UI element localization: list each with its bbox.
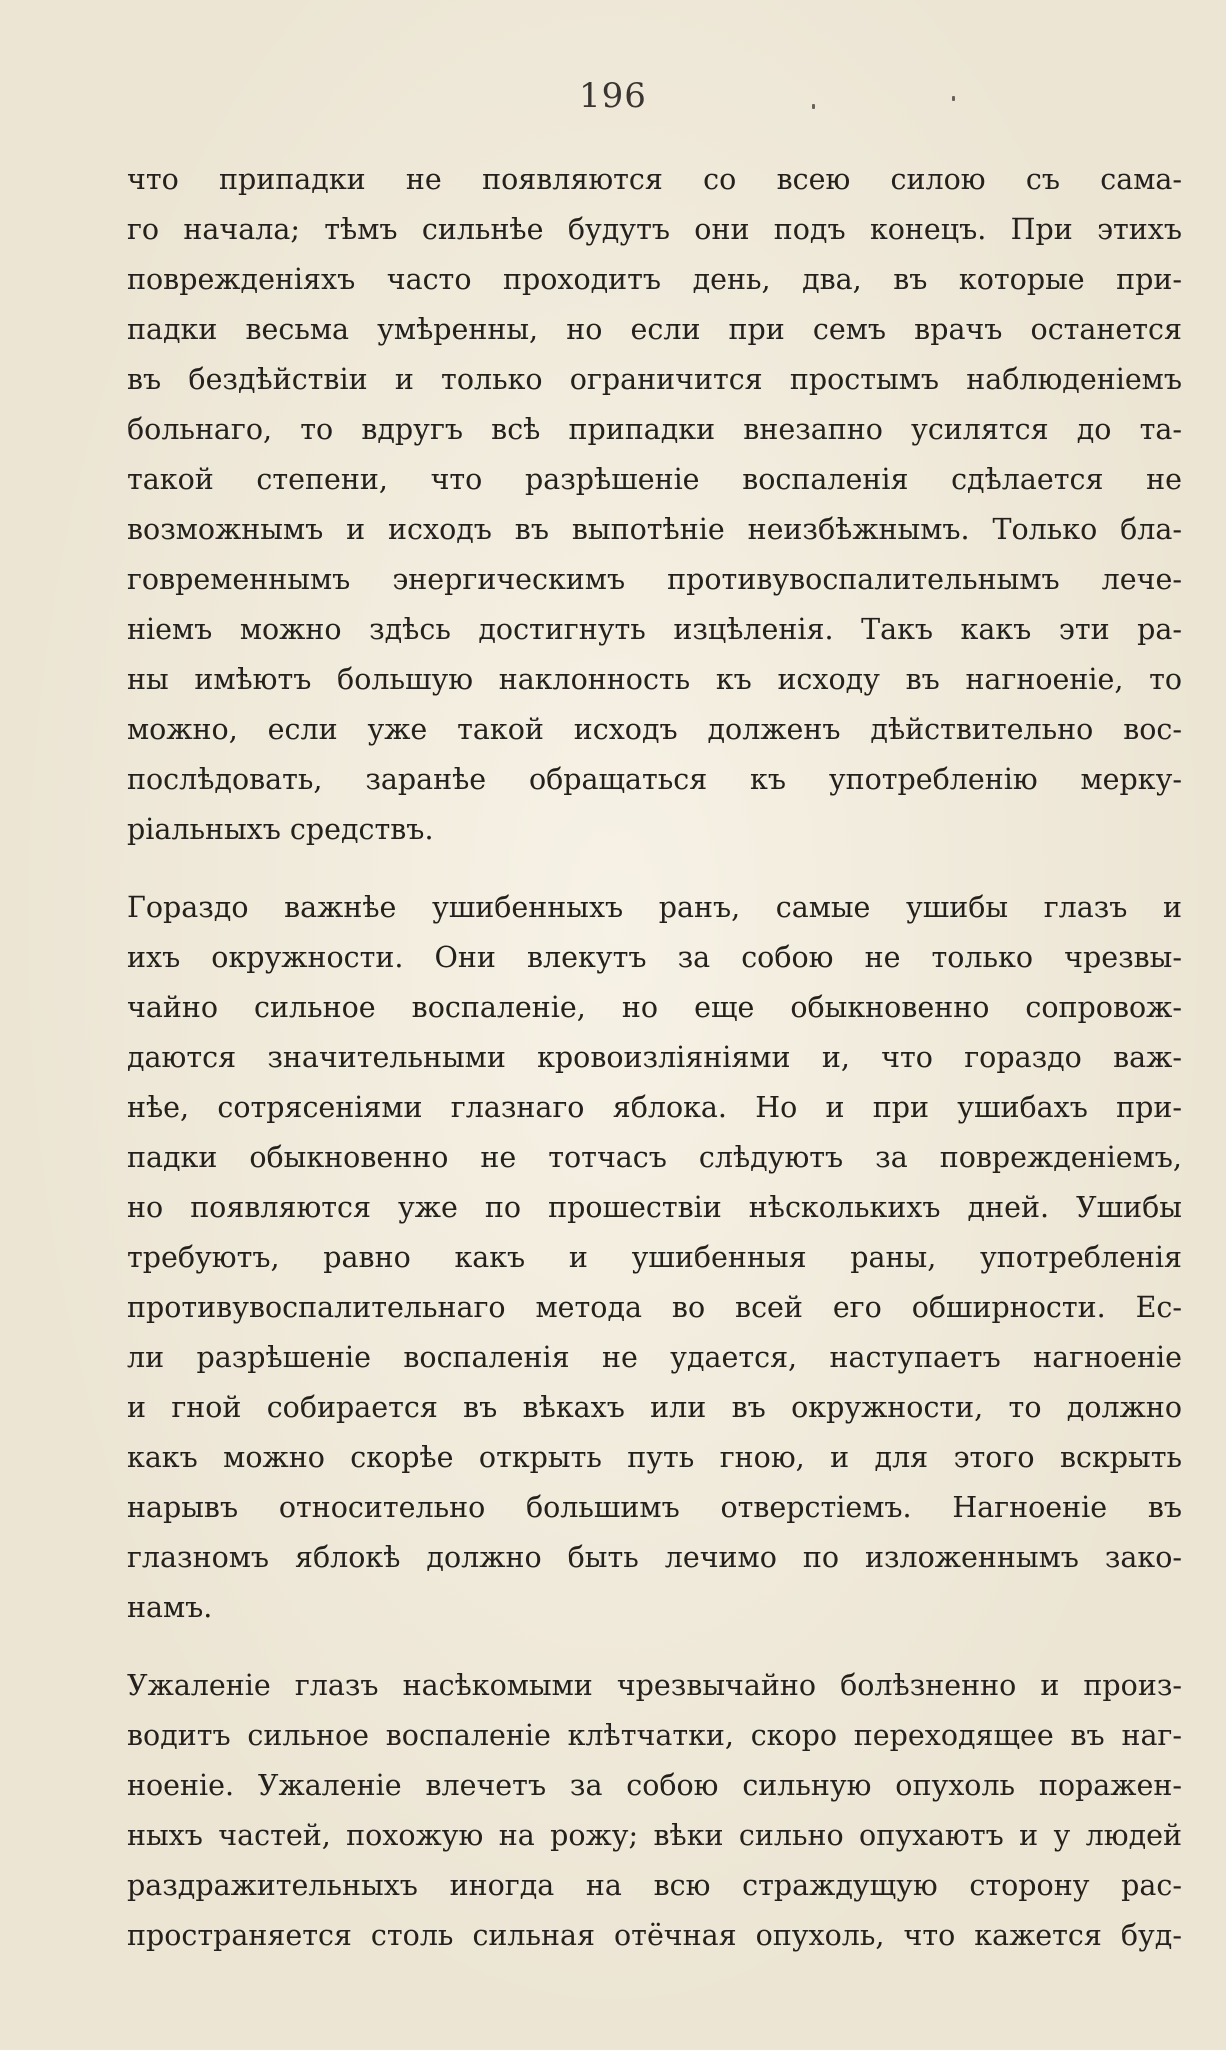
text-line: ріальныхъ средствъ. bbox=[127, 813, 434, 846]
text-line: требуютъ, равно какъ и ушибенныя раны, употребленія bbox=[127, 1241, 1182, 1274]
paragraph-gap bbox=[127, 1633, 1182, 1661]
text-line: го начала; тѣмъ сильнѣе будутъ они подъ конецъ. При этихъ bbox=[127, 213, 1182, 246]
text-line: падки весьма умѣренны, но если при семъ врачъ останется bbox=[127, 313, 1182, 346]
text-line: Гораздо важнѣе ушибенныхъ ранъ, самые ушибы глазъ и bbox=[127, 891, 1182, 924]
text-line: раздражительныхъ иногда на всю страждущую сторону рас- bbox=[127, 1869, 1182, 1902]
print-speck bbox=[812, 104, 815, 109]
text-line: ніемъ можно здѣсь достигнуть изцѣленія. Такъ какъ эти ра- bbox=[127, 613, 1182, 646]
text-line: какъ можно скорѣе открыть путь гною, и для этого вскрыть bbox=[127, 1441, 1182, 1474]
text-line: въ бездѣйствіи и только ограничится простымъ наблюденіемъ bbox=[127, 363, 1182, 396]
text-line: даются значительными кровоизліяніями и, что гораздо важ- bbox=[127, 1041, 1182, 1074]
text-line: послѣдовать, заранѣе обращаться къ употребленію мерку- bbox=[127, 763, 1182, 796]
text-line: нарывъ относительно большимъ отверстіемъ. Нагноеніе въ bbox=[127, 1491, 1182, 1524]
text-line: говременнымъ энергическимъ противувоспалительнымъ лече- bbox=[127, 563, 1182, 596]
text-line: падки обыкновенно не тотчасъ слѣдуютъ за поврежденіемъ, bbox=[127, 1141, 1182, 1174]
print-speck bbox=[952, 96, 955, 101]
text-line: и гной собирается въ вѣкахъ или въ окружности, то должно bbox=[127, 1391, 1182, 1424]
text-line: противувоспалительнаго метода во всей его обширности. Ес- bbox=[127, 1291, 1182, 1324]
text-line: ли разрѣшеніе воспаленія не удается, наступаетъ нагноеніе bbox=[127, 1341, 1182, 1374]
paragraph bbox=[127, 883, 1182, 1633]
page-number: 196 bbox=[579, 76, 647, 116]
paragraph-gap bbox=[127, 855, 1182, 883]
text-line: глазномъ яблокѣ должно быть лечимо по изложеннымъ зако- bbox=[127, 1541, 1182, 1574]
text-body bbox=[127, 155, 1182, 1961]
text-line: ныхъ частей, похожую на рожу; вѣки сильно опухаютъ и у людей bbox=[127, 1819, 1182, 1852]
text-line: такой степени, что разрѣшеніе воспаленія сдѣлается не bbox=[127, 463, 1182, 496]
text-line: чайно сильное воспаленіе, но еще обыкновенно сопровож- bbox=[127, 991, 1182, 1024]
text-line: водитъ сильное воспаленіе клѣтчатки, скоро переходящее въ наг- bbox=[127, 1719, 1182, 1752]
text-line: пространяется столь сильная отёчная опухоль, что кажется буд- bbox=[127, 1919, 1182, 1952]
text-line: поврежденіяхъ часто проходитъ день, два, въ которые при- bbox=[127, 263, 1182, 296]
text-line: можно, если уже такой исходъ долженъ дѣйствительно вос- bbox=[127, 713, 1182, 746]
text-line: но появляются уже по прошествіи нѣсколькихъ дней. Ушибы bbox=[127, 1191, 1182, 1224]
text-line: ихъ окружности. Они влекутъ за собою не только чрезвы- bbox=[127, 941, 1182, 974]
paragraph bbox=[127, 155, 1182, 855]
text-line: нѣе, сотрясеніями глазнаго яблока. Но и при ушибахъ при- bbox=[127, 1091, 1182, 1124]
text-line: возможнымъ и исходъ въ выпотѣніе неизбѣжнымъ. Только бла- bbox=[127, 513, 1182, 546]
text-line: больнаго, то вдругъ всѣ припадки внезапно усилятся до та- bbox=[127, 413, 1182, 446]
text-line: что припадки не появляются со всею силою съ сама- bbox=[127, 163, 1182, 196]
text-line: Ужаленіе глазъ насѣкомыми чрезвычайно болѣзненно и произ- bbox=[127, 1669, 1182, 1702]
text-line: ноеніе. Ужаленіе влечетъ за собою сильную опухоль поражен- bbox=[127, 1769, 1182, 1802]
text-line: ны имѣютъ большую наклонность къ исходу въ нагноеніе, то bbox=[127, 663, 1182, 696]
paragraph bbox=[127, 1661, 1182, 1961]
text-line: намъ. bbox=[127, 1591, 213, 1624]
